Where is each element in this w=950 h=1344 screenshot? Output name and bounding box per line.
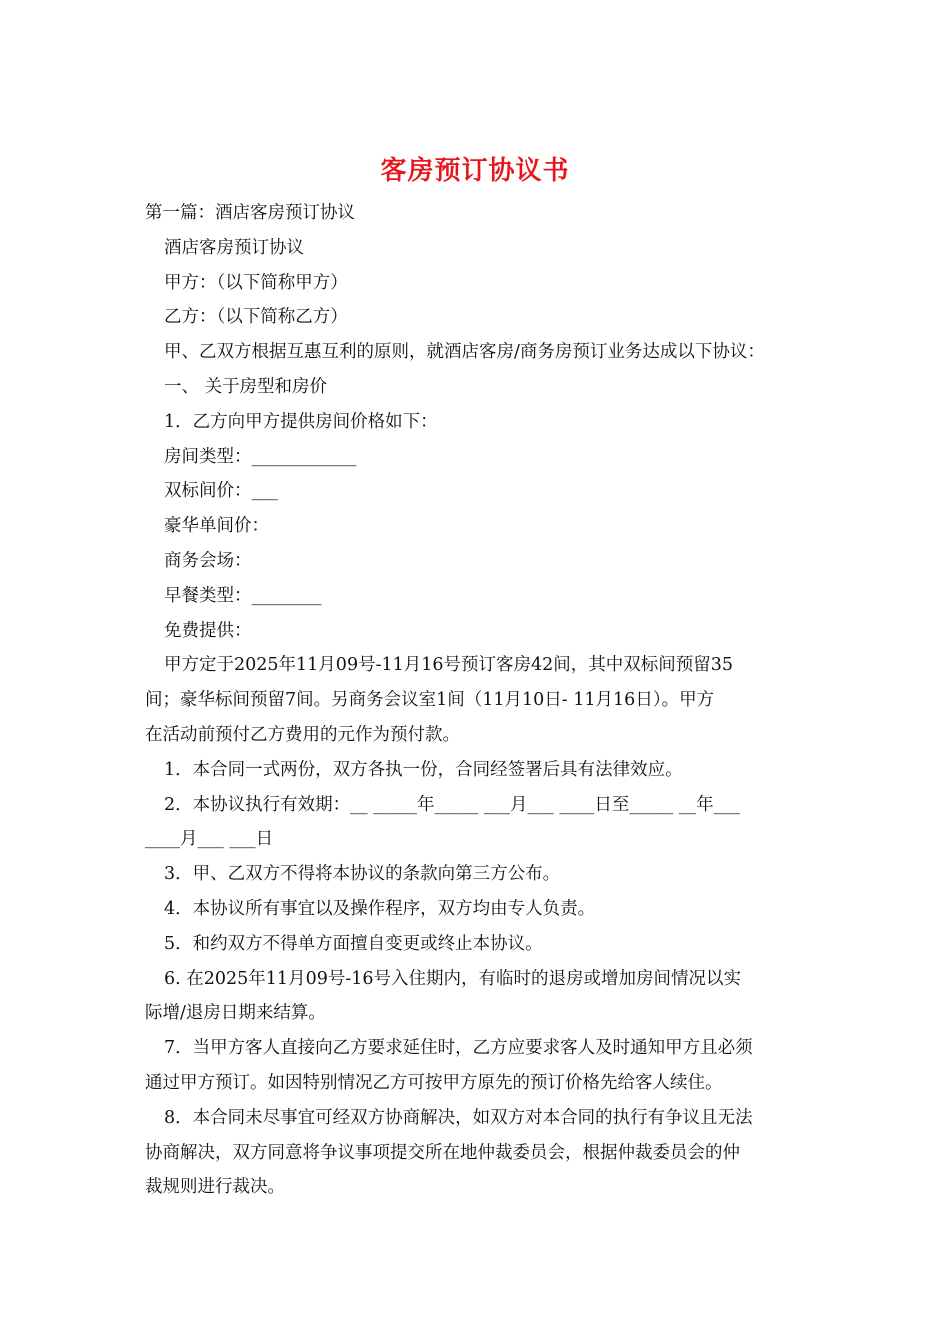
paragraph-line: 甲方定于2025年11月09号-11月16号预订客房42间，其中双标间预留35 <box>164 655 734 676</box>
section-heading: 第一篇：酒店客房预订协议 <box>145 203 355 223</box>
paragraph-line: 8．本合同未尽事宜可经双方协商解决，如双方对本合同的执行有争议且无法 <box>164 1107 753 1128</box>
paragraph-line: 7．当甲方客人直接向乙方要求延住时，乙方应要求客人及时通知甲方且必须 <box>164 1038 753 1059</box>
clause-8 <box>145 1101 810 1205</box>
room-type-field: 房间类型：____________ <box>164 446 357 467</box>
clause-6 <box>145 962 810 1032</box>
clause-7 <box>145 1031 810 1101</box>
document-title: 客房预订协议书 <box>380 156 570 186</box>
clause-1: 1．本合同一式两份，双方各执一份，合同经签署后具有法律效应。 <box>164 759 683 780</box>
agreement-name: 酒店客房预订协议 <box>164 237 304 258</box>
breakfast-type-field: 早餐类型：________ <box>164 585 322 606</box>
paragraph-line: ____月___ ___日 <box>145 829 274 850</box>
paragraph-line: 际增/退房日期来结算。 <box>145 1003 326 1024</box>
double-room-price-field: 双标间价：___ <box>164 481 278 502</box>
paragraph-line: 6. 在2025年11月09号-16号入住期内，有临时的退房或增加房间情况以实 <box>164 968 742 989</box>
clause-price-intro: 1．乙方向甲方提供房间价格如下： <box>164 411 438 432</box>
paragraph-line: 裁规则进行裁决。 <box>145 1177 285 1198</box>
clause-3: 3．甲、乙双方不得将本协议的条款向第三方公布。 <box>164 864 561 885</box>
deluxe-single-price-field: 豪华单间价： <box>164 516 269 537</box>
booking-paragraph <box>145 648 810 752</box>
party-a-line: 甲方：（以下简称甲方） <box>164 272 348 293</box>
party-b-line: 乙方：（以下简称乙方） <box>164 307 348 328</box>
document-body <box>145 196 810 1205</box>
paragraph-line: 通过甲方预订。如因特别情况乙方可按甲方原先的预订价格先给客人续住。 <box>145 1072 723 1093</box>
clause-4: 4．本协议所有事宜以及操作程序，双方均由专人负责。 <box>164 898 596 919</box>
clause-5: 5．和约双方不得单方面擅自变更或终止本协议。 <box>164 933 543 954</box>
preamble-paragraph: 甲、乙双方根据互惠互利的原则，就酒店客房/商务房预订业务达成以下协议： <box>164 342 765 363</box>
paragraph-line: 在活动前预付乙方费用的元作为预付款。 <box>145 724 460 745</box>
paragraph-line: 协商解决，双方同意将争议事项提交所在地仲裁委员会，根据仲裁委员会的仲 <box>145 1142 740 1163</box>
room-type-price-heading: 一、 关于房型和房价 <box>164 376 328 397</box>
paragraph-line: 2．本协议执行有效期：__ _____年_____ ___月___ ____日至_____ __年___ <box>164 794 740 815</box>
free-provision-field: 免费提供： <box>164 620 252 641</box>
business-venue-field: 商务会场： <box>164 550 252 571</box>
paragraph-line: 间；豪华标间预留7间。另商务会议室1间（11月10日- 11月16日）。甲方 <box>145 690 715 711</box>
clause-2 <box>145 788 810 858</box>
